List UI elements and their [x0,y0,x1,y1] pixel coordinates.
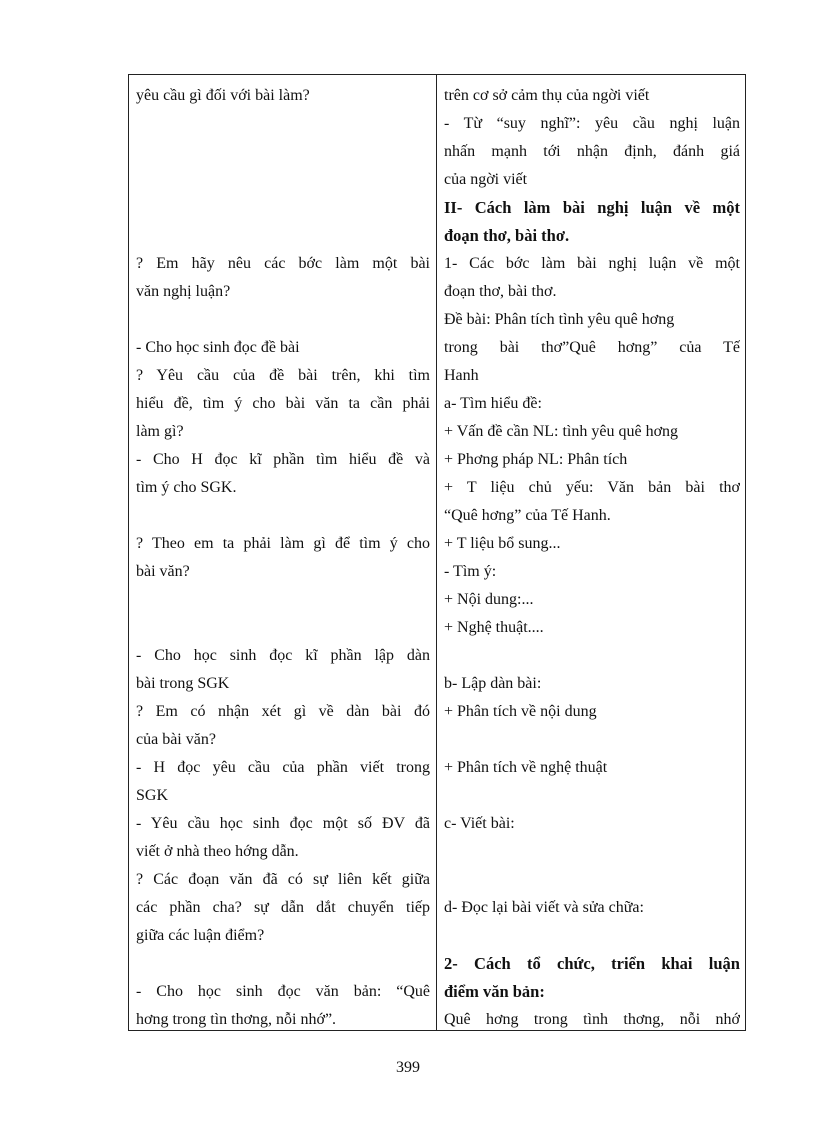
right-line: - Tìm ý: [444,563,497,580]
right-line [444,726,740,754]
left-line: hiểu đề, tìm ý cho bài văn ta cần phải [136,395,430,412]
right-line: Hanh [444,367,479,384]
right-line: “Quê hơng” của Tế Hanh. [444,507,611,524]
left-line [136,110,430,138]
left-line: của bài văn? [136,731,216,748]
left-line [136,194,430,222]
right-line: đoạn thơ, bài thơ. [444,226,570,245]
left-line [136,614,430,642]
left-line: - H đọc yêu cầu của phần viết trong [136,759,430,776]
left-line [136,586,430,614]
right-line: - Từ “suy nghĩ”: yêu cầu nghị luận [444,115,740,132]
left-line: ? Em có nhận xét gì về dàn bài đó [136,703,430,720]
left-line: tìm ý cho SGK. [136,479,237,496]
column-divider [436,74,437,1031]
right-line: Đề bài: Phân tích tình yêu quê hơng [444,311,675,328]
right-line: + Vấn đề cần NL: tình yêu quê hơng [444,423,679,440]
right-line: nhấn mạnh tới nhận định, đánh giá [444,143,740,160]
right-line [444,782,740,810]
right-line: + Phân tích về nội dung [444,703,597,720]
left-line: bài văn? [136,563,190,580]
right-line: + Nghệ thuật.... [444,619,544,636]
left-line: - Yêu cầu học sinh đọc một số ĐV đã [136,815,430,832]
left-line: SGK [136,787,169,804]
left-line [136,502,430,530]
left-line: - Cho học sinh đọc văn bản: “Quê [136,983,430,1000]
left-line: hơng trong tìn thơng, nỗi nhớ”. [136,1011,337,1028]
right-line: 1- Các bớc làm bài nghị luận về một [444,255,740,272]
left-line: - Cho học sinh đọc đề bài [136,339,300,356]
left-line: làm gì? [136,423,184,440]
right-line [444,922,740,950]
right-line: của ngời viết [444,171,528,188]
page-number: 399 [396,1059,420,1076]
right-line: + Phân tích về nghệ thuật [444,759,608,776]
right-line: d- Đọc lại bài viết và sửa chữa: [444,899,644,916]
right-line: Quê hơng trong tình thơng, nỗi nhớ [444,1011,740,1028]
lesson-content-column [444,82,740,1034]
right-line: a- Tìm hiểu đề: [444,395,542,412]
left-line: viết ở nhà theo hớng dẫn. [136,843,299,860]
right-line: + T liệu bổ sung... [444,535,561,552]
right-line: + Phơng pháp NL: Phân tích [444,451,628,468]
right-line: II- Cách làm bài nghị luận về một [444,198,740,217]
left-line: bài trong SGK [136,675,230,692]
left-line: yêu cầu gì đối với bài làm? [136,87,310,104]
left-line [136,222,430,250]
left-line: văn nghị luận? [136,283,231,300]
left-line: - Cho học sinh đọc kĩ phần lập dàn [136,647,430,664]
left-line: ? Yêu cầu của đề bài trên, khi tìm [136,367,430,384]
right-line: c- Viết bài: [444,815,515,832]
right-line: điểm văn bản: [444,982,545,1001]
right-line [444,838,740,866]
left-line: ? Em hãy nêu các bớc làm một bài [136,255,430,272]
left-line [136,950,430,978]
right-line: + Nội dung:... [444,591,534,608]
left-line: các phần cha? sự dẫn dắt chuyển tiếp [136,899,430,916]
right-line: đoạn thơ, bài thơ. [444,283,557,300]
teacher-activity-column [136,82,430,1034]
right-line: b- Lập dàn bài: [444,675,542,692]
right-line [444,642,740,670]
left-line: giữa các luận điểm? [136,927,265,944]
right-line: trong bài thơ”Quê hơng” của Tế [444,339,740,356]
right-line: 2- Cách tổ chức, triển khai luận [444,954,740,973]
left-line [136,166,430,194]
left-line: ? Các đoạn văn đã có sự liên kết giữa [136,871,430,888]
right-line: + T liệu chủ yếu: Văn bản bài thơ [444,479,740,496]
right-line: trên cơ sở cảm thụ của ngời viết [444,87,650,104]
right-line [444,866,740,894]
left-line [136,306,430,334]
left-line: ? Theo em ta phải làm gì để tìm ý cho [136,535,430,552]
left-line: - Cho H đọc kĩ phần tìm hiểu đề và [136,451,430,468]
left-line [136,138,430,166]
